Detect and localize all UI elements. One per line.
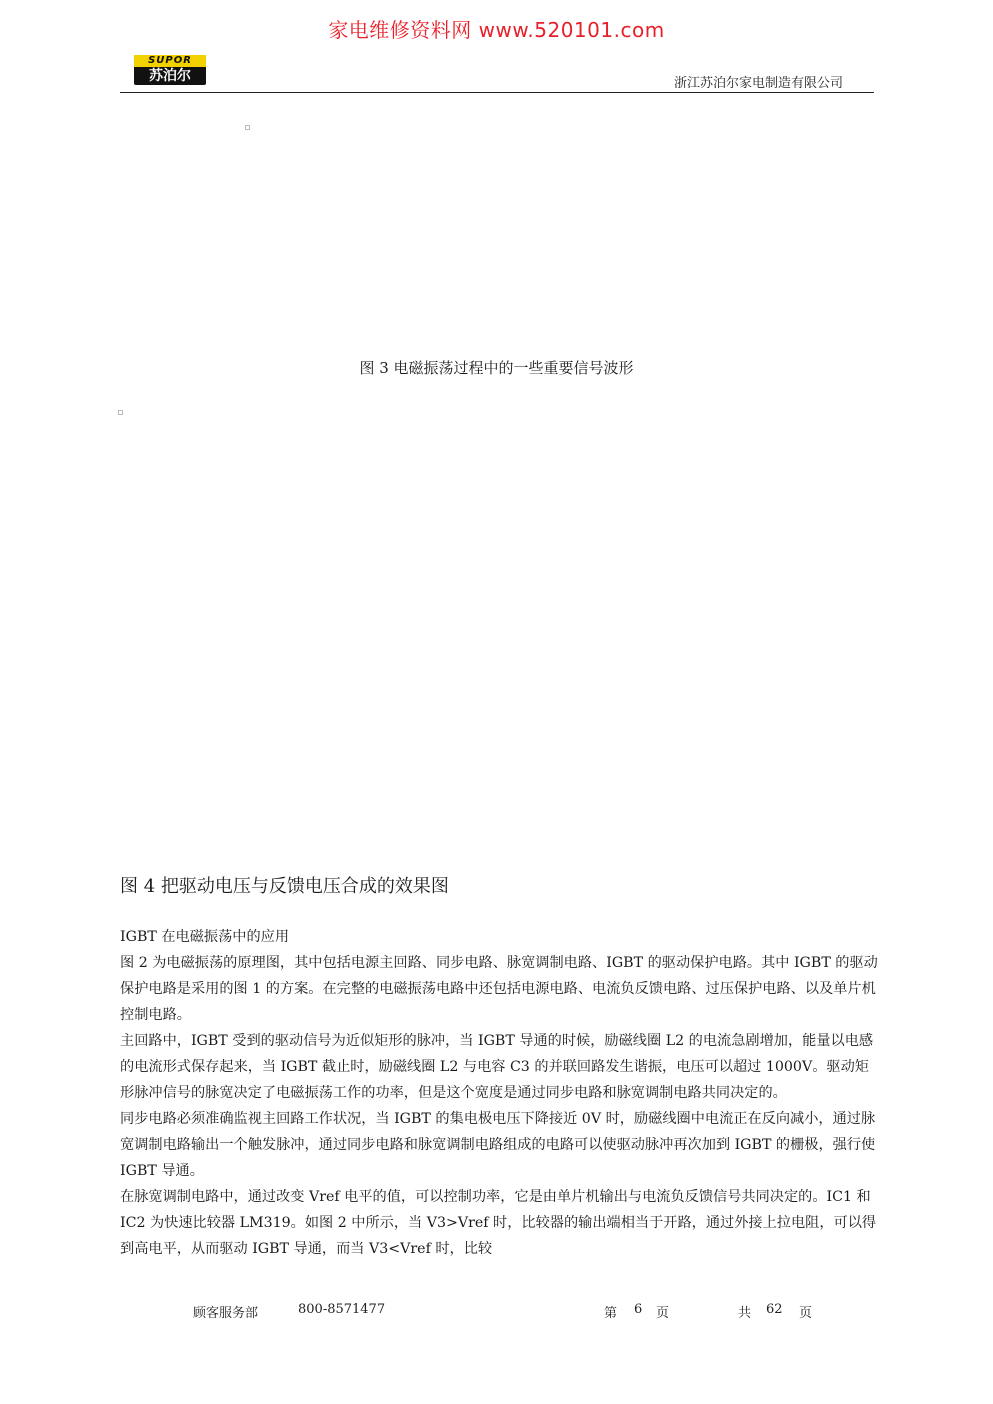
section-title: IGBT 在电磁振荡中的应用 — [120, 929, 290, 945]
footer-page-number: 6 — [634, 1302, 643, 1317]
image-placeholder-marker — [118, 410, 123, 415]
figure-4-caption: 图 4 把驱动电压与反馈电压合成的效果图 — [120, 876, 449, 897]
footer-department: 顾客服务部 — [193, 1306, 259, 1321]
company-name: 浙江苏泊尔家电制造有限公司 — [673, 76, 843, 91]
paragraph: 主回路中，IGBT 受到的驱动信号为近似矩形的脉冲，当 IGBT 导通的时候，励磁线圈 L2 的电流急剧增加，能量以电感的电流形式保存起来，当 IGBT 截止时，励磁线圈 L2 与电容 C3 的并联回路发生谐振，电压可以超过 1000V。驱动矩形脉冲信号的脉宽决定了电磁振荡工作的功率，但是这个宽度是通过同步电路和脉宽调制电路共同决定的。 — [120, 1033, 874, 1101]
footer-page-label: 第 — [604, 1306, 618, 1321]
footer-page-suffix: 页 — [656, 1306, 670, 1321]
watermark-header[interactable]: 家电维修资料网 www.520101.com — [328, 18, 665, 42]
footer-phone: 800-8571477 — [298, 1302, 386, 1317]
document-body — [120, 924, 880, 1262]
logo-wordmark: SUPOR — [134, 55, 206, 67]
figure-3-caption: 图 3 电磁振荡过程中的一些重要信号波形 — [359, 359, 634, 377]
footer-total-label: 共 — [738, 1306, 752, 1321]
footer-total-suffix: 页 — [799, 1306, 813, 1321]
paragraph: 同步电路必须准确监视主回路工作状况，当 IGBT 的集电极电压下降接近 0V 时，励磁线圈中电流正在反向减小，通过脉宽调制电路输出一个触发脉冲，通过同步电路和脉宽调制电路组成的电路可以使驱动脉冲再次加到 IGBT 的栅极，强行使 IGBT 导通。 — [120, 1111, 876, 1179]
header-divider — [120, 92, 874, 93]
paragraph: 在脉宽调制电路中，通过改变 Vref 电平的值，可以控制功率，它是由单片机输出与电流负反馈信号共同决定的。IC1 和 IC2 为快速比较器 LM319。如图 2 中所示，当 V3>Vref 时，比较器的输出端相当于开路，通过外接上拉电阻，可以得到高电平，从而驱动 IGBT 导通，而当 V3<Vref 时，比较 — [120, 1189, 877, 1257]
paragraph: 图 2 为电磁振荡的原理图，其中包括电源主回路、同步电路、脉宽调制电路、IGBT 的驱动保护电路。其中 IGBT 的驱动保护电路是采用的图 1 的方案。在完整的电磁振荡电路中还包括电源电路、电流负反馈电路、过压保护电路、以及单片机控制电路。 — [120, 955, 878, 1023]
image-placeholder-marker — [245, 125, 250, 130]
supor-logo — [134, 55, 206, 85]
footer-total-pages: 62 — [766, 1302, 783, 1317]
logo-chinese-name: 苏泊尔 — [149, 68, 191, 84]
